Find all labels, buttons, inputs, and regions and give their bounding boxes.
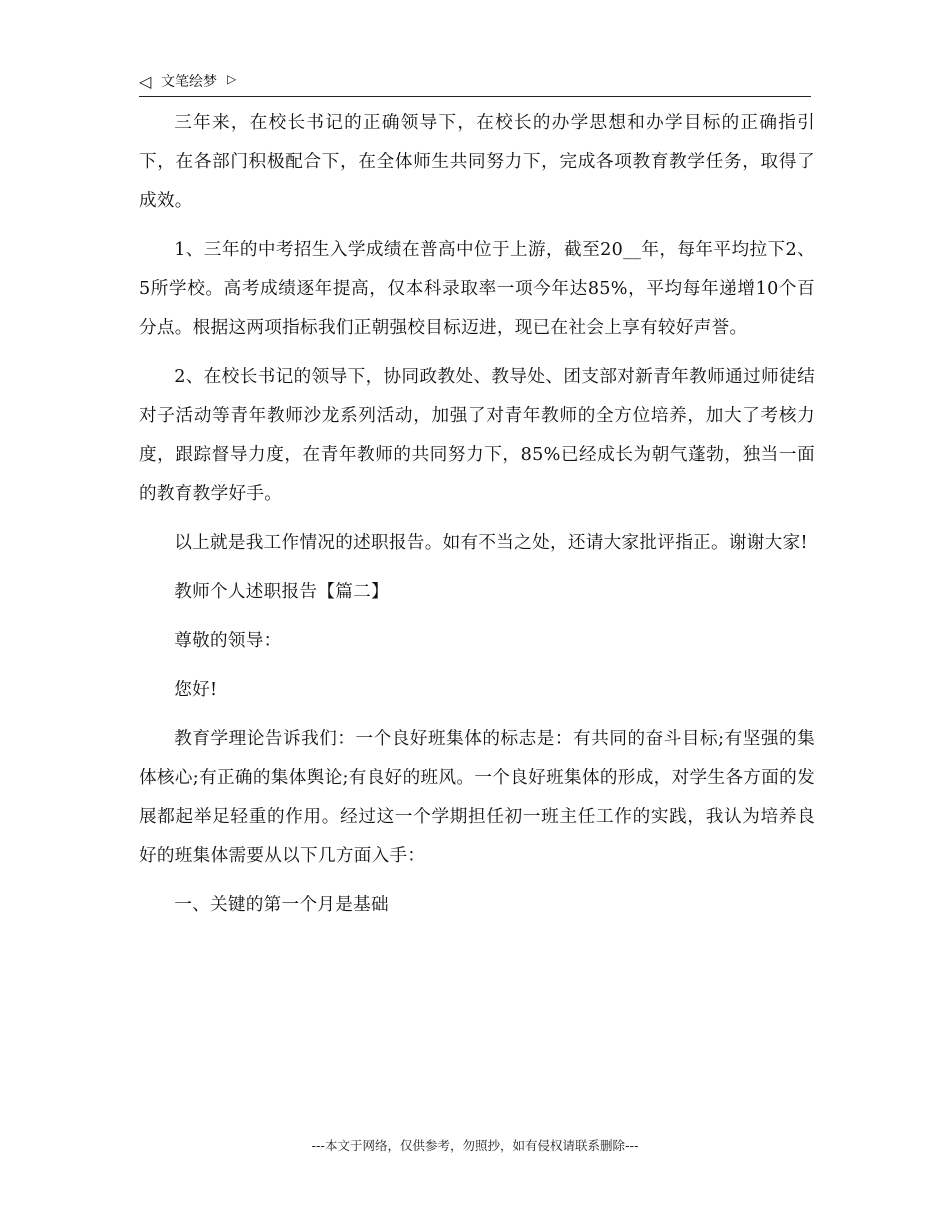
greeting: 您好! — [174, 680, 218, 700]
document-body — [139, 104, 815, 935]
page-footer: ---本文于网络，仅供参考，勿照抄，如有侵权请联系删除--- — [311, 1138, 639, 1153]
paragraph-intro: 三年来，在校长书记的正确领导下，在校长的办学思想和办学目标的正确指引下，在各部门积极配合下，在全体师生共同努力下，完成各项教育教学任务，取得了成效。 — [139, 113, 815, 211]
paragraph-closing: 以上就是我工作情况的述职报告。如有不当之处，还请大家批评指正。谢谢大家! — [174, 533, 808, 553]
paragraph-item-1: 1、三年的中考招生入学成绩在普高中位于上游，截至20__年，每年平均拉下2、5所学校。高考成绩逐年提高，仅本科录取率一项今年达85%，平均每年递增10个百分点。根据这两项指标我们正朝强校目标迈进，现已在社会上享有较好声誉。 — [139, 240, 815, 338]
page-header — [139, 70, 811, 97]
paragraph-theory: 教育学理论告诉我们：一个良好班集体的标志是：有共同的奋斗目标;有坚强的集体核心;有正确的集体舆论;有良好的班风。一个良好班集体的形成，对学生各方面的发展都起举足轻重的作用。经过这一个学期担任初一班主任工作的实践，我认为培养良好的班集体需要从以下几方面入手： — [139, 729, 815, 866]
brand-name: 文笔绘梦 — [161, 74, 217, 90]
left-triangle-icon: ◁ — [139, 72, 152, 91]
paragraph-item-2: 2、在校长书记的领导下，协同政教处、教导处、团支部对新青年教师通过师徒结对子活动等青年教师沙龙系列活动，加强了对青年教师的全方位培养，加大了考核力度，跟踪督导力度，在青年教师的共同努力下，85%已经成长为朝气蓬勃，独当一面的教育教学好手。 — [139, 367, 815, 504]
right-triangle-icon: ▷ — [227, 72, 237, 86]
salutation: 尊敬的领导： — [174, 631, 282, 651]
subheading: 一、关键的第一个月是基础 — [174, 895, 389, 915]
section-title: 教师个人述职报告【篇二】 — [174, 582, 389, 602]
